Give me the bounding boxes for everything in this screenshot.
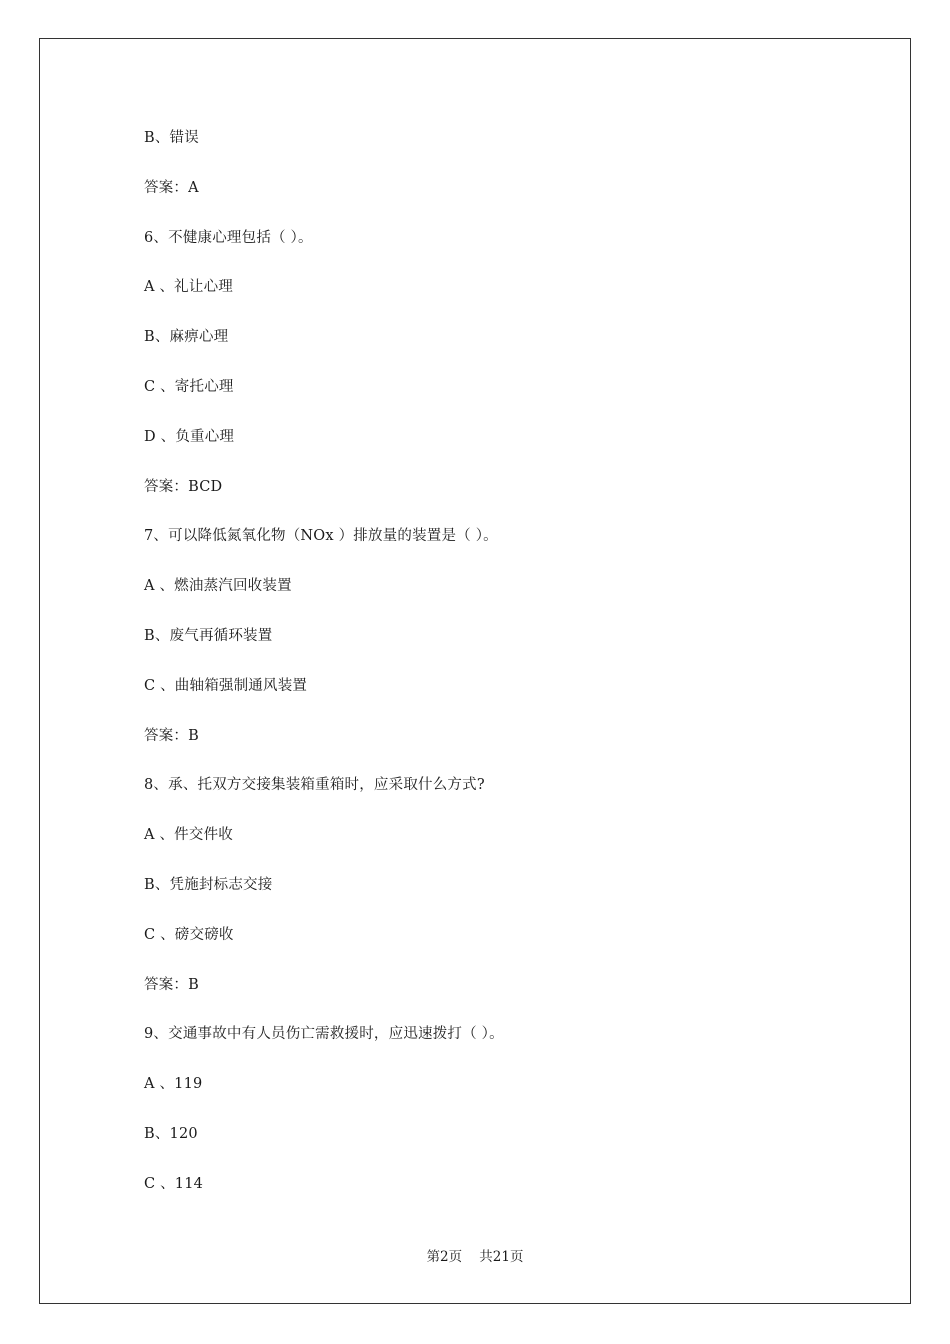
question-7: 7、可以降低氮氧化物（NOx ）排放量的装置是（ ）。	[144, 528, 498, 545]
option-line: C 、磅交磅收	[144, 926, 234, 943]
option-line: B、废气再循环装置	[144, 627, 273, 644]
option-line: A 、件交件收	[144, 827, 233, 844]
question-8: 8、承、托双方交接集装箱重箱时，应采取什么方式?	[144, 777, 485, 794]
option-line: C 、寄托心理	[144, 378, 234, 395]
document-body	[144, 127, 844, 1223]
option-line: A 、礼让心理	[144, 279, 233, 296]
option-line: B、麻痹心理	[144, 329, 229, 346]
question-6: 6、不健康心理包括（ ）。	[144, 229, 313, 246]
option-line: B、凭施封标志交接	[144, 876, 273, 893]
answer-line: 答案：B	[144, 976, 199, 993]
page-number: 第2页 共21页	[426, 1249, 524, 1265]
option-line: C 、曲轴箱强制通风装置	[144, 677, 308, 694]
option-line: C 、114	[144, 1175, 204, 1192]
option-line: D 、负重心理	[144, 428, 235, 445]
option-line: A 、燃油蒸汽回收装置	[144, 578, 292, 595]
option-line: B、120	[144, 1125, 198, 1142]
question-9: 9、交通事故中有人员伤亡需救援时，应迅速拨打（ ）。	[144, 1026, 504, 1043]
answer-line: 答案：BCD	[144, 478, 223, 495]
answer-line: 答案：B	[144, 727, 199, 744]
option-b-wrong: B、错误	[144, 130, 199, 146]
option-line: A 、119	[144, 1076, 203, 1093]
answer-line: 答案：A	[144, 179, 199, 196]
